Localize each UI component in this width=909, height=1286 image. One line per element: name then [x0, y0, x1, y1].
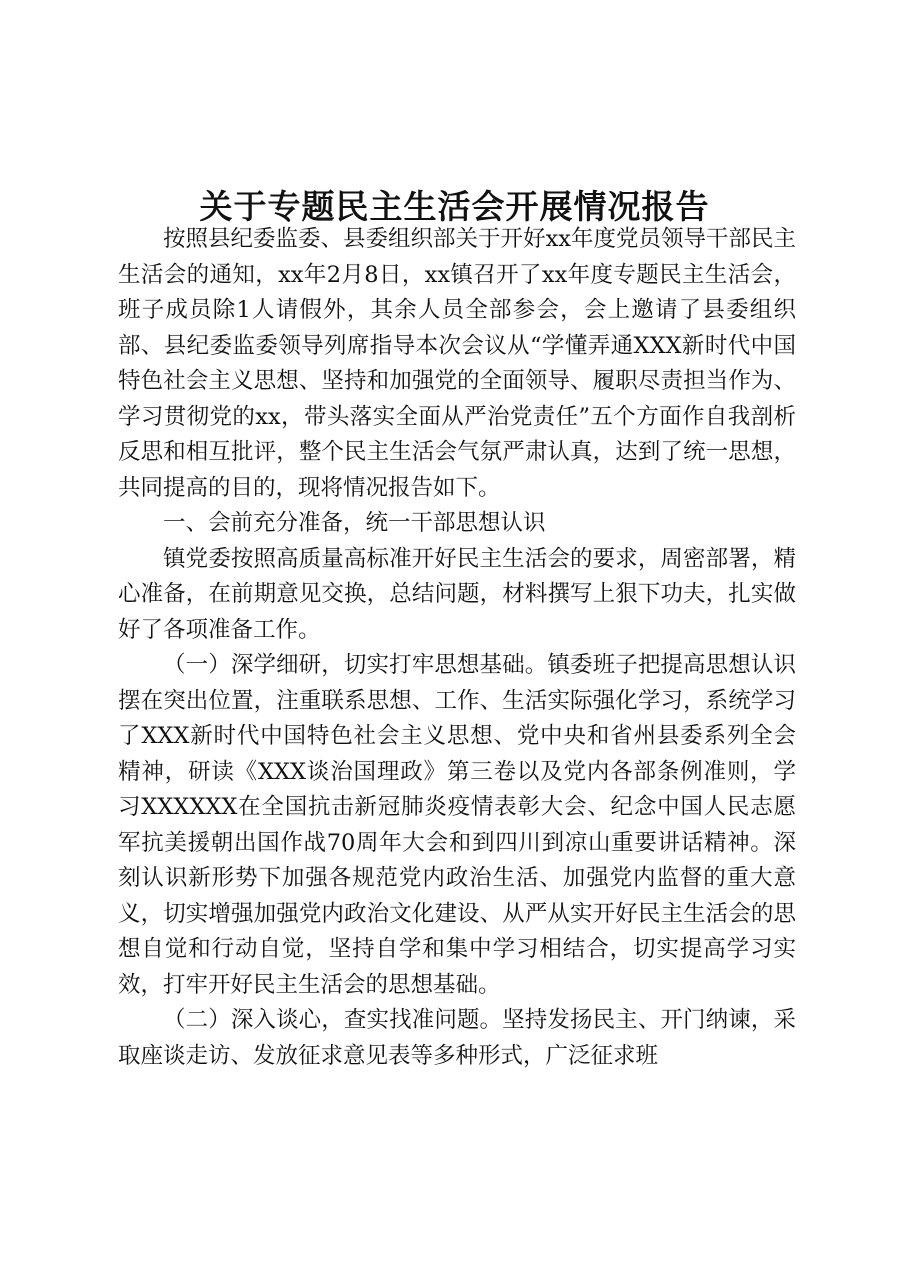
paragraph-section-1: 镇党委按照高质量高标准开好民主生活会的要求，周密部署，精心准备，在前期意见交换，总结问题，材料撰写上狠下功夫，扎实做好了各项准备工作。 — [118, 545, 796, 643]
paragraph-intro: 按照县纪委监委、县委组织部关于开好xx年度党员领导干部民主生活会的通知，xx年2月8日，xx镇召开了xx年度专题民主生活会，班子成员除1人请假外，其余人员全部参会，会上邀请了县委组织部、县纪委监委领导列席指导本次会议从“学懂弄通XXX新时代中国特色社会主义思想、坚持和加强党的全面领导、履职尽责担当作为、学习贯彻党的xx，带头落实全面从严治党责任”五个方面作自我剖析反思和相互批评，整个民主生活会气氛严肃认真，达到了统一思想，共同提高的目的，现将情况报告如下。 — [118, 226, 796, 501]
document-title: 关于专题民主生活会开展情况报告 — [199, 187, 710, 227]
paragraph-subsection-1: （一）深学细研，切实打牢思想基础。镇委班子把提高思想认识摆在突出位置，注重联系思想、工作、生活实际强化学习，系统学习了XXX新时代中国特色社会主义思想、党中央和省州县委系列全会精神，研读《XXX谈治国理政》第三卷以及党内各部条例准则，学习XXXXXX在全国抗击新冠肺炎疫情表彰大会、纪念中国人民志愿军抗美援朝出国作战70周年大会和到四川到凉山重要讲话精神。深刻认识新形势下加强各规范党内政治生活、加强党内监督的重大意义，切实增强加强党内政治文化建设、从严从实开好民主生活会的思想自觉和行动自觉，坚持自学和集中学习相结合，切实提高学习实效，打牢开好民主生活会的思想基础。 — [118, 652, 796, 998]
document-body — [118, 222, 796, 1074]
paragraph-subsection-2: （二）深入谈心，查实找准问题。坚持发扬民主、开门纳谏，采取座谈走访、发放征求意见表等多种形式，广泛征求班 — [118, 1007, 796, 1069]
section-heading-1: 一、会前充分准备，统一干部思想认识 — [163, 510, 546, 536]
